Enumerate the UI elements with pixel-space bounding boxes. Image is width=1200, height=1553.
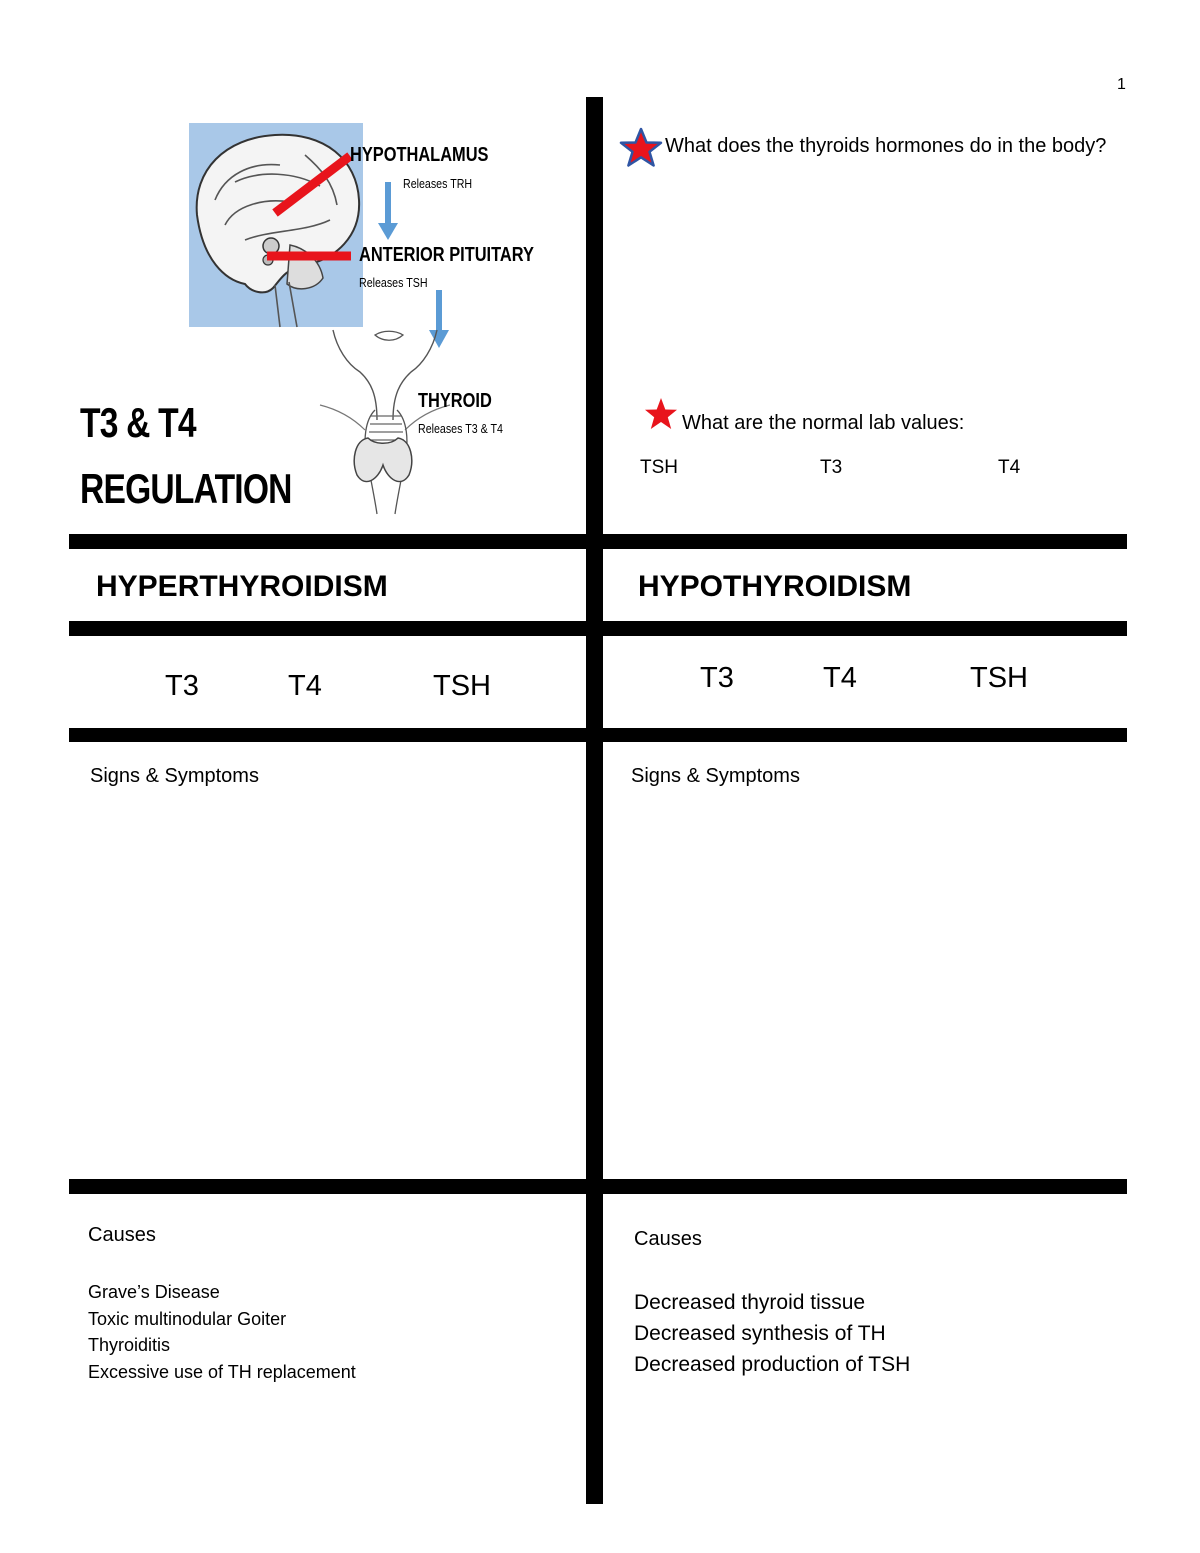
vertical-divider	[586, 97, 603, 1504]
hypo-causes-label: Causes	[634, 1228, 702, 1250]
question-thyroid-hormones: What does the thyroids hormones do in the body?	[665, 135, 1107, 157]
hyper-causes-list	[88, 1279, 356, 1385]
hyper-causes-label: Causes	[88, 1224, 156, 1246]
releases-t3-t4-label: Releases T3 & T4	[418, 421, 503, 436]
trachea-rings	[368, 416, 404, 440]
regulation-title-line1: T3 & T4	[80, 399, 196, 446]
hypothalamus-label: HYPOTHALAMUS	[350, 144, 489, 166]
arrow-down-icon	[378, 223, 398, 240]
question-normal-lab-values: What are the normal lab values:	[682, 412, 965, 434]
hyper-level-t4: T4	[288, 670, 322, 702]
hyperthyroidism-title: HYPERTHYROIDISM	[96, 570, 388, 603]
divider-row-4	[69, 1179, 1127, 1194]
releases-trh-label: Releases TRH	[403, 176, 473, 191]
lips	[375, 331, 403, 340]
divider-row-1	[69, 534, 1127, 549]
divider-row-2	[69, 621, 1127, 636]
list-item: Decreased thyroid tissue	[634, 1291, 866, 1314]
hypo-causes-list	[634, 1287, 910, 1380]
thyroid-gland	[354, 438, 411, 482]
thyroid-label: THYROID	[418, 390, 492, 412]
hypothyroidism-title: HYPOTHYROIDISM	[638, 570, 912, 603]
lab-value-t4: T4	[998, 457, 1021, 478]
star-icon	[643, 397, 679, 431]
hypo-level-t3: T3	[700, 662, 734, 694]
hyper-level-tsh: TSH	[433, 670, 491, 702]
releases-tsh-label: Releases TSH	[359, 275, 428, 290]
lab-value-tsh: TSH	[640, 457, 678, 478]
regulation-diagram	[75, 120, 580, 520]
hypo-level-tsh: TSH	[970, 662, 1028, 694]
list-item: Grave’s Disease	[88, 1282, 220, 1302]
list-item: Thyroiditis	[88, 1335, 171, 1355]
page-number: 1	[1117, 76, 1126, 93]
hyper-signs-symptoms-label: Signs & Symptoms	[90, 765, 259, 787]
list-item: Excessive use of TH replacement	[88, 1361, 356, 1382]
hypo-signs-symptoms-label: Signs & Symptoms	[631, 765, 800, 787]
lab-value-t3: T3	[820, 457, 843, 478]
anterior-pituitary-label: ANTERIOR PITUITARY	[359, 244, 534, 266]
list-item: Decreased synthesis of TH	[634, 1322, 886, 1345]
divider-row-3	[69, 728, 1127, 742]
list-item: Toxic multinodular Goiter	[88, 1308, 287, 1329]
regulation-title	[80, 390, 292, 522]
list-item: Decreased production of TSH	[634, 1353, 911, 1376]
hyper-level-t3: T3	[165, 670, 199, 702]
regulation-title-line2: REGULATION	[80, 465, 292, 512]
hypo-level-t4: T4	[823, 662, 857, 694]
